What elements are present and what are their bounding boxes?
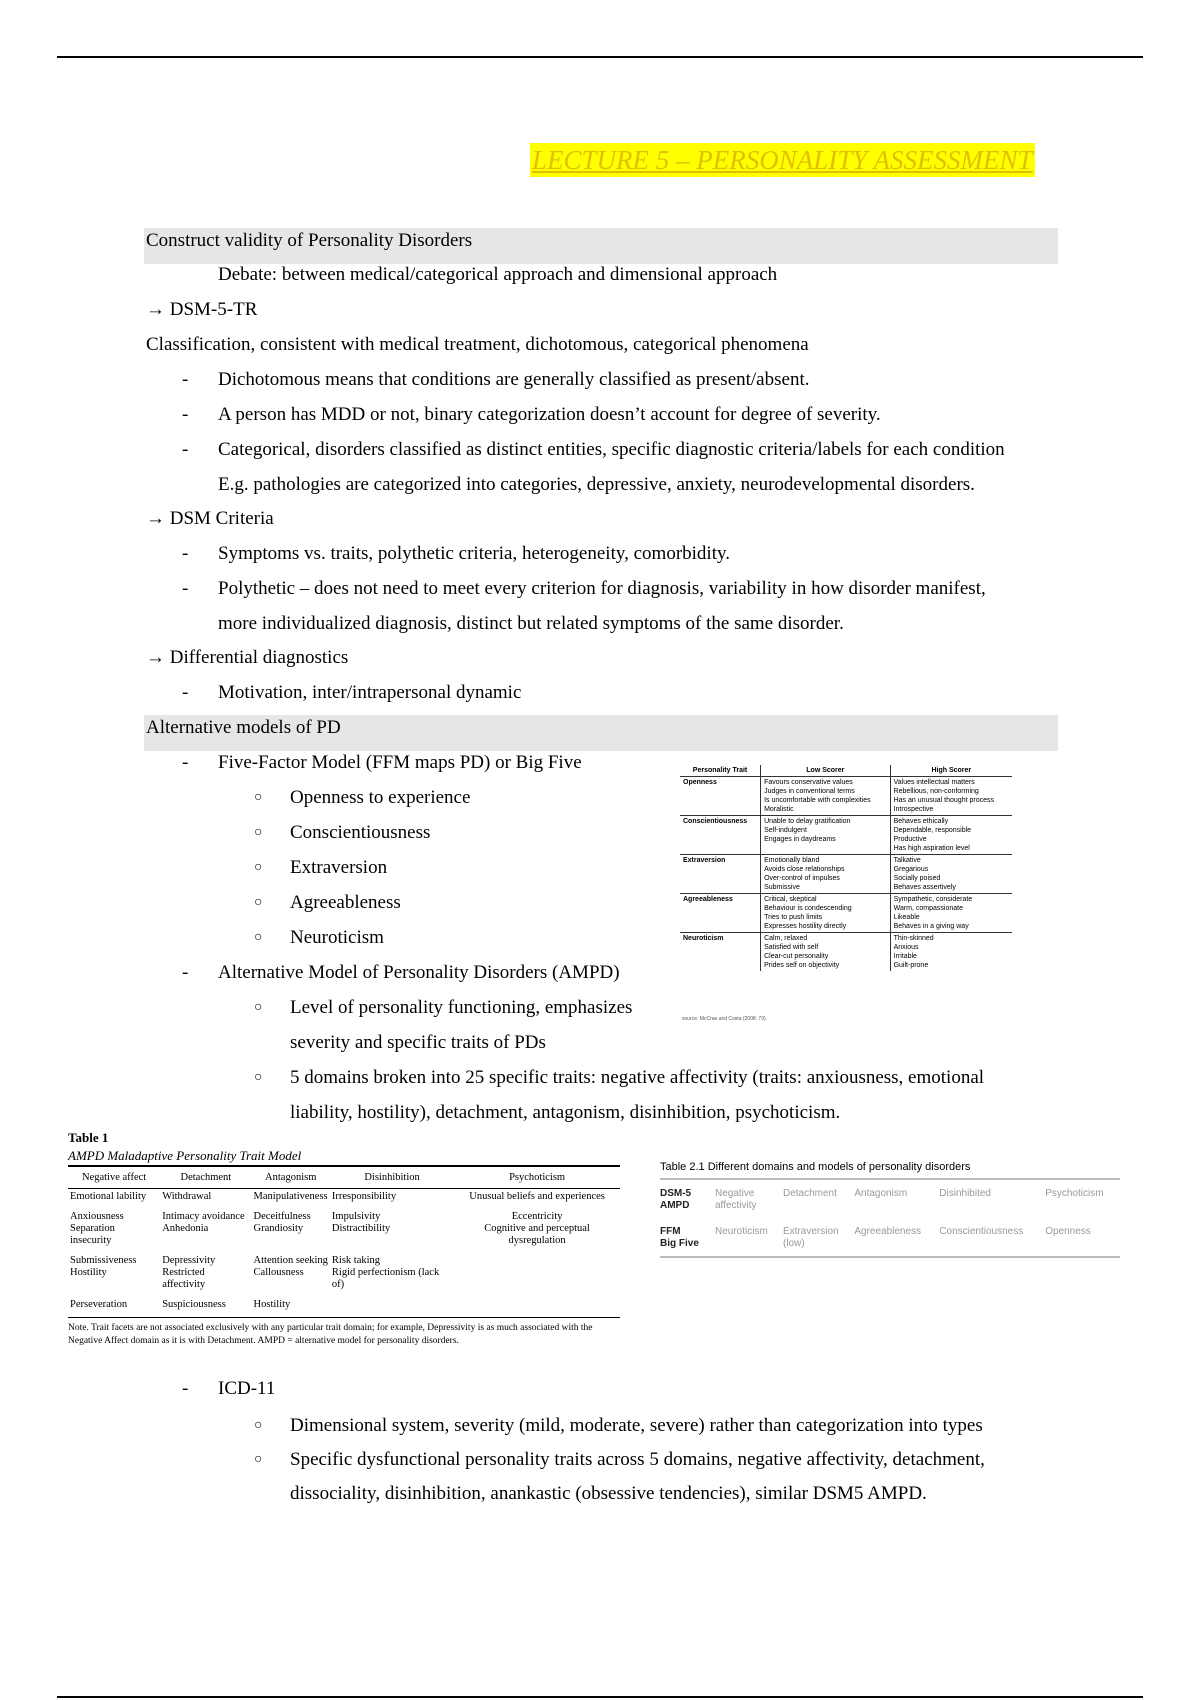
table-row: [680, 933, 1012, 972]
circle-bullet-icon: ○: [254, 1418, 263, 1433]
list-item: Motivation, inter/intrapersonal dynamic: [218, 682, 522, 703]
sub-list-item: Level of personality functioning, emphasizes: [290, 997, 633, 1018]
table-cell: [454, 1297, 620, 1318]
table-header: Disinhibition: [330, 1166, 454, 1189]
table-row: [68, 1189, 620, 1210]
sub-list-item: Neuroticism: [290, 927, 384, 948]
table-cell: Detachment: [783, 1179, 854, 1218]
section-heading: Alternative models of PD: [146, 717, 341, 738]
table-cell: Neuroticism: [715, 1218, 783, 1257]
table-cell: Risk taking Rigid perfectionism (lack of): [331, 1255, 440, 1290]
list-item-cont: more individualized diagnosis, distinct but related symptoms of the same disorder.: [218, 613, 844, 634]
circle-bullet-icon: ○: [254, 860, 263, 875]
sub-list-item: Extraversion: [290, 857, 388, 878]
table-header: Negative affect: [68, 1166, 160, 1189]
table-row: [680, 894, 1012, 933]
bottom-rule: [57, 1696, 1143, 1698]
table-cell: Anxiousness Separation insecurity: [70, 1211, 124, 1246]
dash-marker: -: [182, 962, 189, 983]
table-header: Detachment: [160, 1166, 251, 1189]
circle-bullet-icon: ○: [254, 790, 263, 805]
table-subtitle: AMPD Maladaptive Personality Trait Model: [68, 1148, 302, 1163]
circle-bullet-icon: ○: [254, 1070, 263, 1085]
big-five-table: [680, 765, 1012, 971]
list-item: Alternative Model of Personality Disorders (AMPD): [218, 962, 620, 983]
table-cell: Withdrawal: [162, 1191, 212, 1202]
table-cell: [330, 1297, 454, 1318]
dash-marker: -: [182, 682, 189, 703]
table-cell: Psychoticism: [1045, 1179, 1120, 1218]
table-cell: Intimacy avoidance Anhedonia: [162, 1211, 245, 1234]
high-scorer-cell: Behaves ethically Dependable, responsible Productive Has high aspiration level: [890, 816, 1012, 855]
list-item: Categorical, disorders classified as distinct entities, specific diagnostic criteria/labels for each condition: [218, 439, 1005, 460]
high-scorer-cell: Values intellectual matters Rebellious, non-conforming Has an unusual thought process Introspective: [890, 777, 1012, 816]
table-cell: Submissiveness Hostility: [70, 1255, 137, 1278]
high-scorer-cell: Talkative Gregarious Socially poised Behaves assertively: [890, 855, 1012, 894]
table-cell: [454, 1253, 620, 1297]
list-item: Dichotomous means that conditions are generally classified as present/absent.: [218, 369, 810, 390]
sub-list-item: 5 domains broken into 25 specific traits: negative affectivity (traits: anxiousness, emotional: [290, 1067, 985, 1088]
ampd-trait-table: [68, 1165, 620, 1318]
table-row: [68, 1209, 620, 1253]
sub-list-item: Agreeableness: [290, 892, 401, 913]
trait-cell: Openness: [680, 777, 761, 816]
dash-marker: -: [182, 439, 189, 460]
trait-cell: Neuroticism: [680, 933, 761, 972]
table-cell: Extraversion (low): [783, 1218, 854, 1257]
table-cell: Manipulativeness: [253, 1191, 328, 1202]
table-title: Table 1: [68, 1130, 109, 1145]
domains-models-table: [660, 1178, 1120, 1258]
table-header: Low Scorer: [761, 765, 891, 777]
table-header: High Scorer: [890, 765, 1012, 777]
row-label: FFM Big Five: [660, 1218, 715, 1257]
table-row: [68, 1297, 620, 1318]
circle-bullet-icon: ○: [254, 930, 263, 945]
table-cell: Negative affectivity: [715, 1179, 783, 1218]
differential-heading: → Differential diagnostics: [146, 647, 349, 668]
table-note: Note. Trait facets are not associated exclusively with any particular trait domain; for example, Depressivity is as much associated with the Negative Affect domain as it is with Detachment. AMPD = alternative model for personality disorders.: [68, 1323, 593, 1346]
table-cell: Attention seeking Callousness: [253, 1255, 328, 1278]
table-row: [660, 1218, 1120, 1257]
trait-cell: Conscientiousness: [680, 816, 761, 855]
table-cell: Conscientiousness: [939, 1218, 1045, 1257]
table-cell: Irresponsibility: [331, 1191, 397, 1202]
table-cell: Suspiciousness: [160, 1297, 251, 1318]
sub-list-item-cont: dissociality, disinhibition, anankastic (obsessive tendencies), similar DSM5 AMPD.: [290, 1483, 927, 1504]
dash-marker: -: [182, 1378, 189, 1399]
table-cell: Openness: [1045, 1218, 1120, 1257]
low-scorer-cell: Unable to delay gratification Self-indulgent Engages in daydreams: [761, 816, 891, 855]
dash-marker: -: [182, 543, 189, 564]
table-cell: Antagonism: [854, 1179, 939, 1218]
low-scorer-cell: Emotionally bland Avoids close relationships Over-control of impulses Submissive: [761, 855, 891, 894]
low-scorer-cell: Critical, skeptical Behaviour is condescending Tries to push limits Expresses hostility directly: [761, 894, 891, 933]
dash-marker: -: [182, 404, 189, 425]
table-row: [68, 1253, 620, 1297]
trait-cell: Agreeableness: [680, 894, 761, 933]
list-item: Polythetic – does not need to meet every criterion for diagnosis, variability in how disorder manifest,: [218, 578, 986, 599]
dash-marker: -: [182, 578, 189, 599]
row-label: DSM-5 AMPD: [660, 1179, 715, 1218]
circle-bullet-icon: ○: [254, 825, 263, 840]
low-scorer-cell: Calm, relaxed Satisfied with self Clear-cut personality Prides self on objectivity: [761, 933, 891, 972]
table-cell: Unusual beliefs and experiences: [469, 1191, 605, 1202]
table-cell: Agreeableness: [854, 1218, 939, 1257]
list-item-cont: E.g. pathologies are categorized into categories, depressive, anxiety, neurodevelopmental disorders.: [218, 474, 975, 495]
table-cell: Depressivity Restricted affectivity: [162, 1255, 216, 1290]
table-row: [680, 777, 1012, 816]
debate-text: Debate: between medical/categorical approach and dimensional approach: [218, 264, 778, 285]
dash-marker: -: [182, 369, 189, 390]
high-scorer-cell: Thin-skinned Anxious Irritable Guilt-prone: [890, 933, 1012, 972]
table-header: Psychoticism: [454, 1166, 620, 1189]
table-cell: Eccentricity Cognitive and perceptual dysregulation: [484, 1211, 590, 1246]
sub-list-item-cont: severity and specific traits of PDs: [290, 1032, 546, 1053]
table-row: [680, 855, 1012, 894]
table-cell: Disinhibited: [939, 1179, 1045, 1218]
table-title: Table 2.1 Different domains and models of personality disorders: [660, 1161, 971, 1173]
sub-list-item: Conscientiousness: [290, 822, 431, 843]
table-cell: Deceitfulness Grandiosity: [253, 1211, 311, 1234]
criteria-heading: → DSM Criteria: [146, 508, 274, 529]
sub-list-item: Specific dysfunctional personality traits across 5 domains, negative affectivity, detachment,: [290, 1449, 985, 1470]
table-header: Personality Trait: [680, 765, 761, 777]
table-cell: Hostility: [252, 1297, 330, 1318]
high-scorer-cell: Sympathetic, considerate Warm, compassionate Likeable Behaves in a giving way: [890, 894, 1012, 933]
table-row: [680, 816, 1012, 855]
table-source: source: McCrae and Costa (2008: 73).: [682, 1016, 768, 1022]
table-row: [660, 1179, 1120, 1218]
top-rule: [57, 56, 1143, 58]
dash-marker: -: [182, 752, 189, 773]
dsm5-heading: → DSM-5-TR: [146, 299, 258, 320]
page-title: LECTURE 5 – PERSONALITY ASSESSMENT: [532, 145, 1033, 175]
list-item: Symptoms vs. traits, polythetic criteria, heterogeneity, comorbidity.: [218, 543, 731, 564]
circle-bullet-icon: ○: [254, 1452, 263, 1467]
trait-cell: Extraversion: [680, 855, 761, 894]
list-item: ICD-11: [218, 1378, 276, 1399]
sub-list-item: Dimensional system, severity (mild, moderate, severe) rather than categorization into types: [290, 1415, 983, 1436]
table-header: Antagonism: [252, 1166, 330, 1189]
low-scorer-cell: Favours conservative values Judges in conventional terms Is uncomfortable with complexities Moralistic: [761, 777, 891, 816]
sub-list-item-cont: liability, hostility), detachment, antagonism, disinhibition, psychoticism.: [290, 1102, 841, 1123]
section-heading: Construct validity of Personality Disorders: [146, 230, 473, 251]
list-item: Five-Factor Model (FFM maps PD) or Big Five: [218, 752, 582, 773]
table-cell: Perseveration: [68, 1297, 160, 1318]
table-cell: Emotional lability: [70, 1191, 147, 1202]
circle-bullet-icon: ○: [254, 1000, 263, 1015]
classification-text: Classification, consistent with medical treatment, dichotomous, categorical phenomena: [146, 334, 809, 355]
list-item: A person has MDD or not, binary categorization doesn’t account for degree of severity.: [218, 404, 881, 425]
circle-bullet-icon: ○: [254, 895, 263, 910]
table-cell: Impulsivity Distractibility: [331, 1211, 391, 1234]
sub-list-item: Openness to experience: [290, 787, 471, 808]
